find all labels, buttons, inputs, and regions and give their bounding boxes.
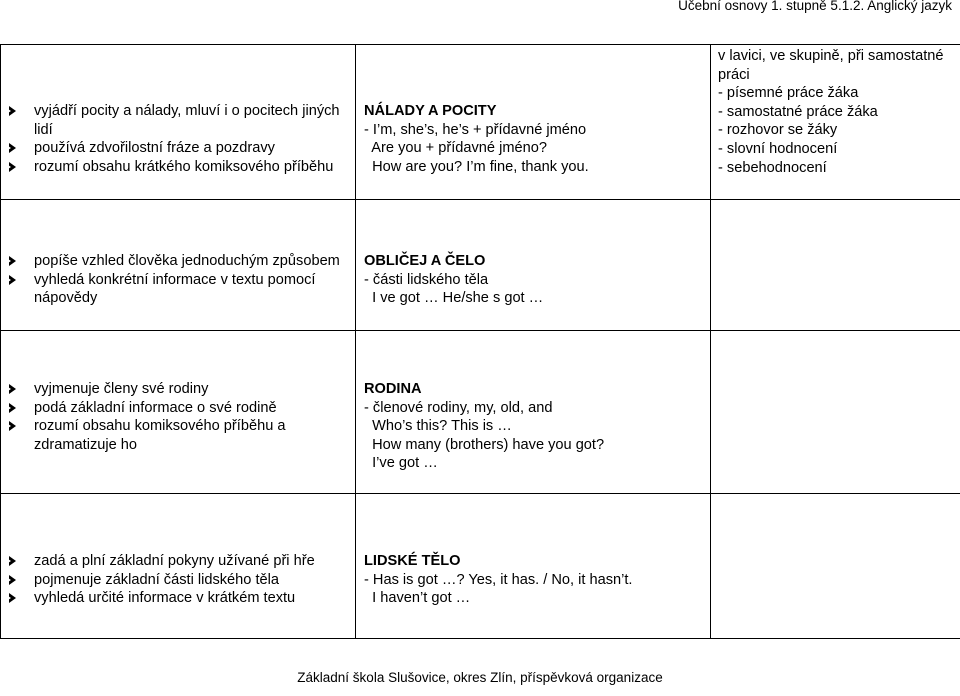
- outcomes-cell: [1, 200, 356, 331]
- list-item: popíše vzhled člověka jednoduchým způsobem: [34, 252, 349, 271]
- arrow-bullet-icon: [9, 556, 16, 566]
- methods-cell: [711, 494, 960, 639]
- list-item: používá zdvořilostní fráze a pozdravy: [34, 139, 349, 158]
- outcomes-list: [1, 380, 355, 454]
- topic-cell: [356, 331, 711, 494]
- list-item: vyjmenuje členy své rodiny: [34, 380, 349, 399]
- topic-line: I ve got … He/she s got …: [364, 289, 704, 308]
- topic-title: RODINA: [364, 380, 704, 399]
- list-item: podá základní informace o své rodině: [34, 399, 349, 418]
- outcomes-list: [1, 102, 355, 176]
- outcomes-list: [1, 252, 355, 308]
- topic-cell: [356, 200, 711, 331]
- topic-line: - Has is got …? Yes, it has. / No, it hasn’t.: [364, 571, 704, 590]
- list-item: vyhledá konkrétní informace v textu pomocí nápovědy: [34, 271, 349, 308]
- methods-line: - rozhovor se žáky: [718, 121, 954, 140]
- topic-line: - členové rodiny, my, old, and: [364, 399, 704, 418]
- arrow-bullet-icon: [9, 106, 16, 116]
- arrow-bullet-icon: [9, 256, 16, 266]
- arrow-bullet-icon: [9, 575, 16, 585]
- arrow-bullet-icon: [9, 403, 16, 413]
- arrow-bullet-icon: [9, 275, 16, 285]
- arrow-bullet-icon: [9, 162, 16, 172]
- topic-line: - I’m, she’s, he’s + přídavné jméno: [364, 121, 704, 140]
- methods-cell: [711, 200, 960, 331]
- topic-title: LIDSKÉ TĚLO: [364, 552, 704, 571]
- outcomes-cell: [1, 494, 356, 639]
- page-header: Učební osnovy 1. stupně 5.1.2. Anglický jazyk: [678, 0, 952, 13]
- arrow-bullet-icon: [9, 143, 16, 153]
- topic-title: OBLIČEJ A ČELO: [364, 252, 704, 271]
- table-row: [1, 45, 960, 200]
- list-item: vyjádří pocity a nálady, mluví i o pocitech jiných lidí: [34, 102, 349, 139]
- list-item: zadá a plní základní pokyny užívané při hře: [34, 552, 349, 571]
- topic-line: - části lidského těla: [364, 271, 704, 290]
- topic-line: How many (brothers) have you got?: [364, 436, 704, 455]
- topic-line: Who’s this? This is …: [364, 417, 704, 436]
- list-item: rozumí obsahu krátkého komiksového příběhu: [34, 158, 349, 177]
- table-row: [1, 200, 960, 331]
- methods-line: - samostatné práce žáka: [718, 103, 954, 122]
- topic-cell: [356, 45, 711, 200]
- list-item: vyhledá určité informace v krátkém textu: [34, 589, 349, 608]
- topic-cell: [356, 494, 711, 639]
- page-footer: Základní škola Slušovice, okres Zlín, příspěvková organizace: [0, 670, 960, 685]
- table-row: [1, 331, 960, 494]
- methods-line: - písemné práce žáka: [718, 84, 954, 103]
- methods-line: - sebehodnocení: [718, 159, 954, 178]
- list-item: rozumí obsahu komiksového příběhu a zdramatizuje ho: [34, 417, 349, 454]
- methods-cell: [711, 45, 960, 200]
- topic-title: NÁLADY A POCITY: [364, 102, 704, 121]
- arrow-bullet-icon: [9, 384, 16, 394]
- methods-cell: [711, 331, 960, 494]
- topic-line: I’ve got …: [364, 454, 704, 473]
- outcomes-cell: [1, 331, 356, 494]
- list-item: pojmenuje základní části lidského těla: [34, 571, 349, 590]
- table-row: [1, 494, 960, 639]
- outcomes-cell: [1, 45, 356, 200]
- arrow-bullet-icon: [9, 421, 16, 431]
- methods-line: - slovní hodnocení: [718, 140, 954, 159]
- topic-line: I haven’t got …: [364, 589, 704, 608]
- curriculum-table: [0, 44, 960, 639]
- topic-line: How are you? I’m fine, thank you.: [364, 158, 704, 177]
- topic-line: Are you + přídavné jméno?: [364, 139, 704, 158]
- arrow-bullet-icon: [9, 593, 16, 603]
- methods-line: v lavici, ve skupině, při samostatné práci: [718, 47, 954, 84]
- outcomes-list: [1, 552, 355, 608]
